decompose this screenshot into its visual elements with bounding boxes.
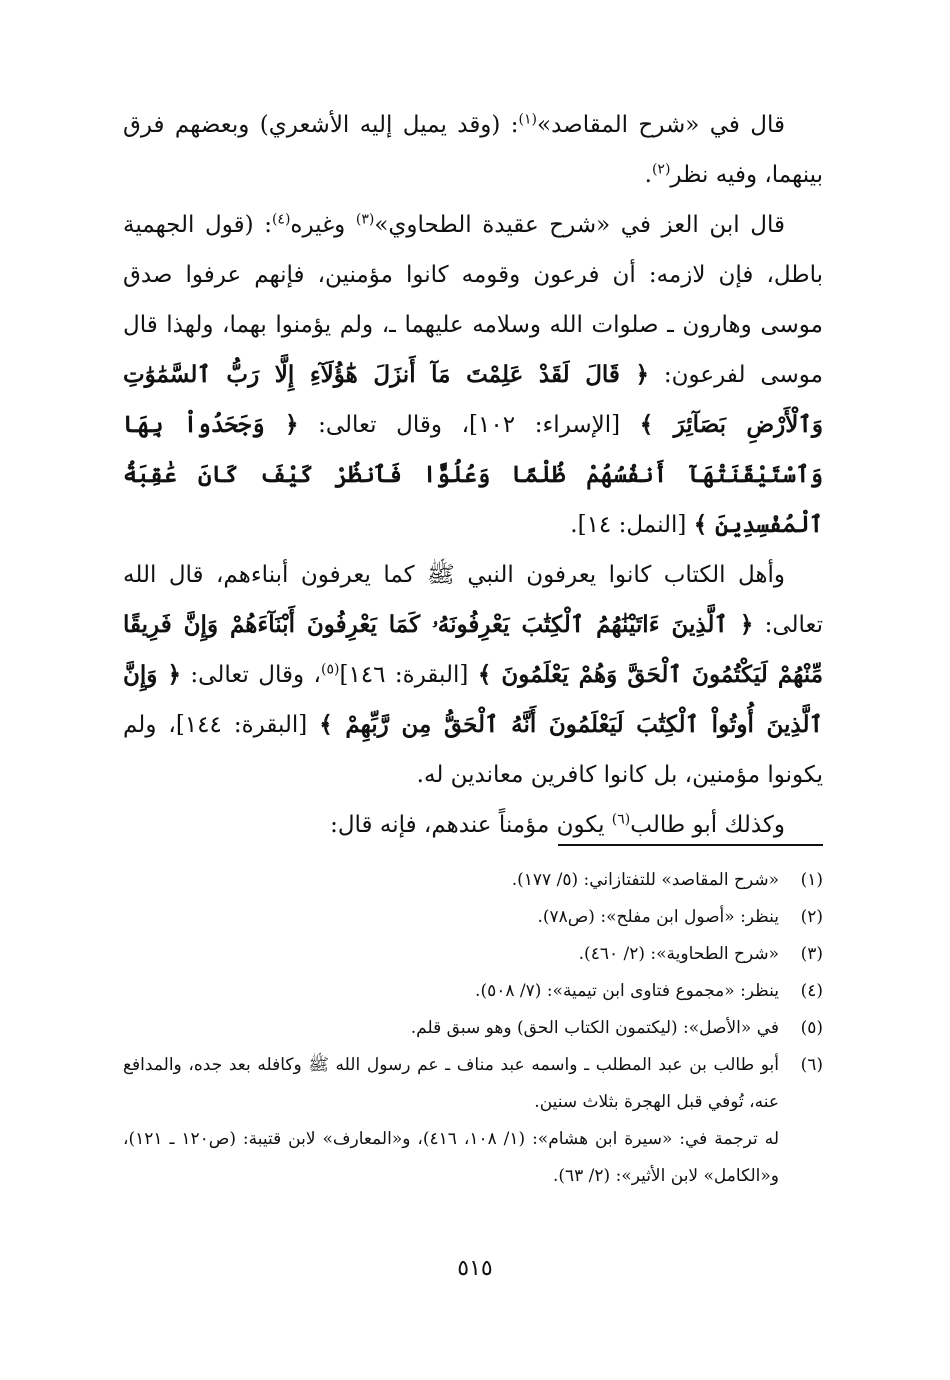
text-run: وكذلك أبو طالب [630,812,785,838]
footnote-ref-1[interactable]: (١) [518,111,538,128]
footnote-5 [123,1010,823,1047]
footnote-text: أبو طالب بن عبد المطلب ـ واسمه عبد مناف ـ عم رسول الله ﷺ وكافله بعد جده، والمدافع عنه، تُوفي قبل الهجرة بثلاث سنين. [123,1055,779,1112]
quran-verse: ﴿ وَإِنَّ ٱلَّذِينَ أُوتُواْ ٱلْكِتَٰبَ لَيَعْلَمُونَ أَنَّهُ ٱلْحَقُّ مِن رَّبِّهِمْ ﴾ [123,661,823,738]
footnote-ref-5[interactable]: (٥) [320,661,340,678]
quran-verse: ﴿ ٱلَّذِينَ ءَاتَيْنَٰهُمُ ٱلْكِتَٰبَ يَعْرِفُونَهُۥ كَمَا يَعْرِفُونَ أَبْنَآءَهُمْ وَإِنَّ فَرِيقًا مِّنْهُمْ لَيَكْتُمُونَ ٱلْحَقَّ وَهُمْ يَعْلَمُونَ ﴾ [123,611,824,688]
main-text [123,100,823,850]
footnote-number: (٢) [800,907,823,927]
footnote-3 [123,936,823,973]
footnote-6 [123,1047,823,1121]
footnote-ref-6[interactable]: (٦) [611,811,631,828]
verse-citation: [البقرة: ١٤٤]، ولم يكونوا مؤمنين، بل كانوا كافرين معاندين له. [123,712,823,788]
footnote-ref-2[interactable]: (٢) [651,161,671,178]
text-run: . [644,162,652,188]
footnote-6-continuation: له ترجمة في: «سيرة ابن هشام»: (١/ ١٠٨، ٤١٦)، و«المعارف» لابن قتيبة: (ص١٢٠ ـ ١٢١)، و«الكامل» لابن الأثير»: (٢/ ٦٣). [123,1129,780,1186]
text-run: : (قول الجهمية باطل، فإن لازمه: أن فرعون وقومه كانوا مؤمنين، فإنهم عرفوا صدق موسى وهارون ـ صلوات الله وسلامه عليهما ـ، ولم يؤمنوا بهما، ولهذا قال موسى لفرعون: [123,212,823,388]
paragraph-4 [123,800,823,850]
paragraph-2 [123,200,823,550]
paragraph-1 [123,100,823,200]
footnote-number: (٤) [800,981,823,1001]
footnote-ref-4[interactable]: (٤) [271,211,291,228]
text-run: قال في «شرح المقاصد» [537,112,785,138]
page-number: ٥١٥ [457,1256,493,1281]
footnote-text: في «الأصل»: (ليكتمون الكتاب الحق) وهو سبق قلم. [410,1018,779,1038]
paragraph-3 [123,550,823,800]
text-run: وأهل الكتاب كانوا يعرفون النبي ﷺ كما يعرفون أبناءهم، قال الله تعالى: [123,562,823,638]
text-run: ، وقال تعالى: [181,662,321,688]
footnote-number: (٣) [800,944,823,964]
footnote-text: ينظر: «مجموع فتاوى ابن تيمية»: (٧/ ٥٠٨). [475,981,779,1001]
text-run: : (وقد يميل إليه الأشعري) وبعضهم فرق بينهما، وفيه نظر [123,112,823,188]
footnote-text: «شرح الطحاوية»: (٢/ ٤٦٠). [578,944,779,964]
text-run: وغيره [290,212,356,238]
text-run: قال ابن العز في «شرح عقيدة الطحاوي» [374,212,785,238]
footnote-number: (٥) [800,1018,823,1038]
footnote-2 [123,899,823,936]
footnotes [123,862,823,1195]
verse-citation: [النمل: ١٤]. [570,512,694,538]
verse-citation: [الإسراء: ١٠٢]، وقال تعالى: [298,412,640,438]
footnote-number: (١) [800,870,823,890]
verse-citation: [البقرة: ١٤٦] [339,662,478,688]
footnote-divider [558,844,823,846]
footnote-4 [123,973,823,1010]
quran-verse: ﴿ قَالَ لَقَدْ عَلِمْتَ مَآ أَنزَلَ هَٰٓؤُلَآءِ إِلَّا رَبُّ ٱلسَّمَٰوَٰتِ وَٱلْأَرْضِ بَصَآئِرَ ﴾ [123,361,823,438]
quran-verse: ﴿ وَجَحَدُواْ بِهَا وَٱسْتَيْقَنَتْهَآ أَنفُسُهُمْ ظُلْمًا وَعُلُوًّا فَٱنظُرْ كَيْفَ كَانَ عَٰقِبَةُ ٱلْمُفْسِدِينَ ﴾ [123,411,823,538]
footnote-number: (٦) [800,1055,823,1075]
footnote-text: ينظر: «أصول ابن مفلح»: (ص٧٨). [537,907,779,927]
footnote-1 [123,862,823,899]
footnote-text: «شرح المقاصد» للتفتازاني: (٥/ ١٧٧). [511,870,779,890]
text-run: يكون مؤمناً عندهم، فإنه قال: [330,812,612,838]
footnote-ref-3[interactable]: (٣) [355,211,375,228]
